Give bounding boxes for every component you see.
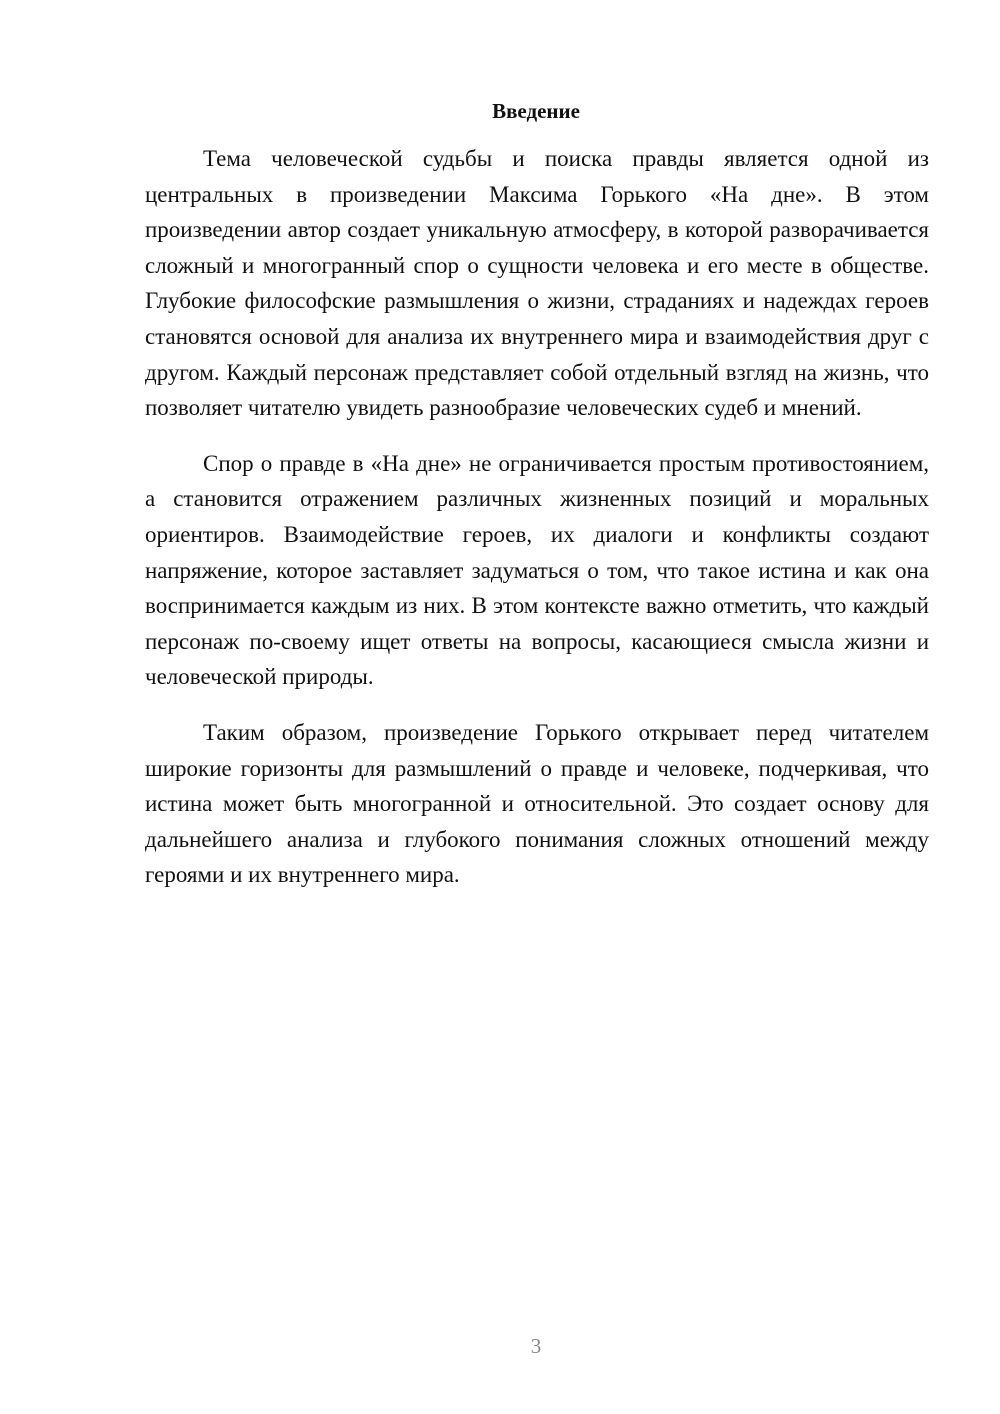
- paragraph-1: Тема человеческой судьбы и поиска правды является одной из центральных в произведении Максима Горького «На дне». В этом произведении автор создает уникальную атмосферу, в которой разворачивается сложный и многогранный спор о сущности человека и его месте в обществе. Глубокие философские размышления о жизни, страданиях и надеждах героев становятся основой для анализа их внутреннего мира и взаимодействия друг с другом. Каждый персонаж представляет собой отдельный взгляд на жизнь, что позволяет читателю увидеть разнообразие человеческих судеб и мнений.: [145, 146, 929, 421]
- section-heading: Введение: [492, 99, 580, 123]
- paragraph-3: Таким образом, произведение Горького открывает перед читателем широкие горизонты для размышлений о правде и человеке, подчеркивая, что истина может быть многогранной и относительной. Это создает основу для дальнейшего анализа и глубокого понимания сложных отношений между героями и их внутреннего мира.: [145, 719, 929, 888]
- paragraph-2: Спор о правде в «На дне» не ограничивается простым противостоянием, а становится отражением различных жизненных позиций и моральных ориентиров. Взаимодействие героев, их диалоги и конфликты создают напряжение, которое заставляет задуматься о том, что такое истина и как она воспринимается каждым из них. В этом контексте важно отметить, что каждый персонаж по-своему ищет ответы на вопросы, касающиеся смысла жизни и человеческой природы.: [145, 450, 929, 690]
- page-number: 3: [530, 1334, 542, 1358]
- body-text: [145, 141, 929, 893]
